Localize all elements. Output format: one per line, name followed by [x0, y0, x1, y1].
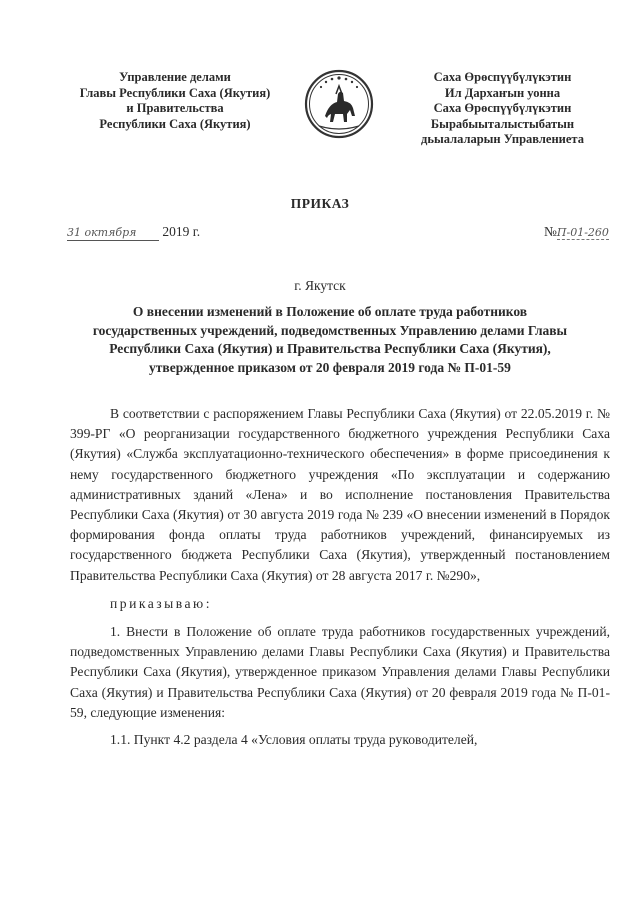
- header-left-line: Республики Саха (Якутия): [99, 116, 251, 131]
- document-body: [70, 404, 610, 750]
- document-number: [544, 224, 609, 240]
- header-right-line: Ил Дархаҥын уонна: [444, 85, 561, 100]
- order-item-1-1: 1.1. Пункт 4.2 раздела 4 «Условия оплаты труда руководителей,: [110, 732, 478, 748]
- date-handwritten: 31 октября: [67, 226, 137, 239]
- header-right-line: Саха Өрөспүүбүлүкэтин: [433, 101, 572, 115]
- document-date: [67, 224, 200, 241]
- order-word: приказываю:: [110, 595, 212, 611]
- document-title: ПРИКАЗ: [290, 196, 350, 211]
- subject-line: Республики Саха (Якутия) и Правительства Республики Саха (Якутия),: [109, 341, 551, 356]
- order-item-1: 1. Внести в Положение об оплате труда работников государственных учреждений, подведомственных Управлению делами Главы Республики Саха (Якутия) и Правительства Республики Саха (Якутия), утвержденное приказом Управления делами Главы Республики Саха (Якутия) и Правительства Республики Саха (Якутия) от 20 февраля 2019 года № П-01-59, следующие изменения:: [70, 624, 610, 720]
- subject-line: О внесении изменений в Положение об оплате труда работников: [132, 304, 528, 319]
- header-right-organization: [395, 70, 610, 148]
- body-paragraph-preamble: В соответствии с распоряжением Главы Республики Саха (Якутия) от 22.05.2019 г. № 399-РГ «О реорганизации государственного бюджетного учреждения Республики Саха (Якутия) «Служба эксплуатационно-технического обеспечения» в форме присоединения к нему государственного бюджетного учреждения «По эксплуатации и содержанию административных зданий «Лена» и во исполнение постановления Правительства Республики Саха (Якутия) от 30 августа 2019 года № 239 «О внесении изменений в Порядок формирования фонда оплаты труда работников учреждений, финансируемых из государственного бюджета Республики Саха (Якутия), утвержденный постановлением Правительства Республики Саха (Якутия) от 28 августа 2017 г. №290»,: [70, 406, 610, 583]
- header-left-line: Управление делами: [119, 70, 231, 84]
- number-prefix: №: [544, 224, 557, 239]
- header-right-line: Саха Өрөспүүбүлүкэтин: [433, 70, 572, 84]
- header-left-line: и Правительства: [126, 101, 224, 115]
- header-right-line: дьыалаларын Управлениета: [421, 132, 584, 146]
- header-left-line: Главы Республики Саха (Якутия): [79, 85, 271, 100]
- subject-line: государственных учреждений, подведомственных Управлению делами Главы: [92, 322, 568, 338]
- number-handwritten: П-01-260: [556, 226, 609, 239]
- document-subject: [70, 303, 590, 377]
- date-year: 2019 г.: [162, 224, 201, 239]
- header-left-organization: [70, 70, 280, 132]
- header-right-line: Бырабыыталыстыбатын: [430, 116, 575, 131]
- coat-of-arms-emblem-icon: [303, 68, 375, 140]
- subject-line: утвержденное приказом от 20 февраля 2019 года № П-01-59: [149, 359, 511, 375]
- document-city: г. Якутск: [294, 278, 346, 293]
